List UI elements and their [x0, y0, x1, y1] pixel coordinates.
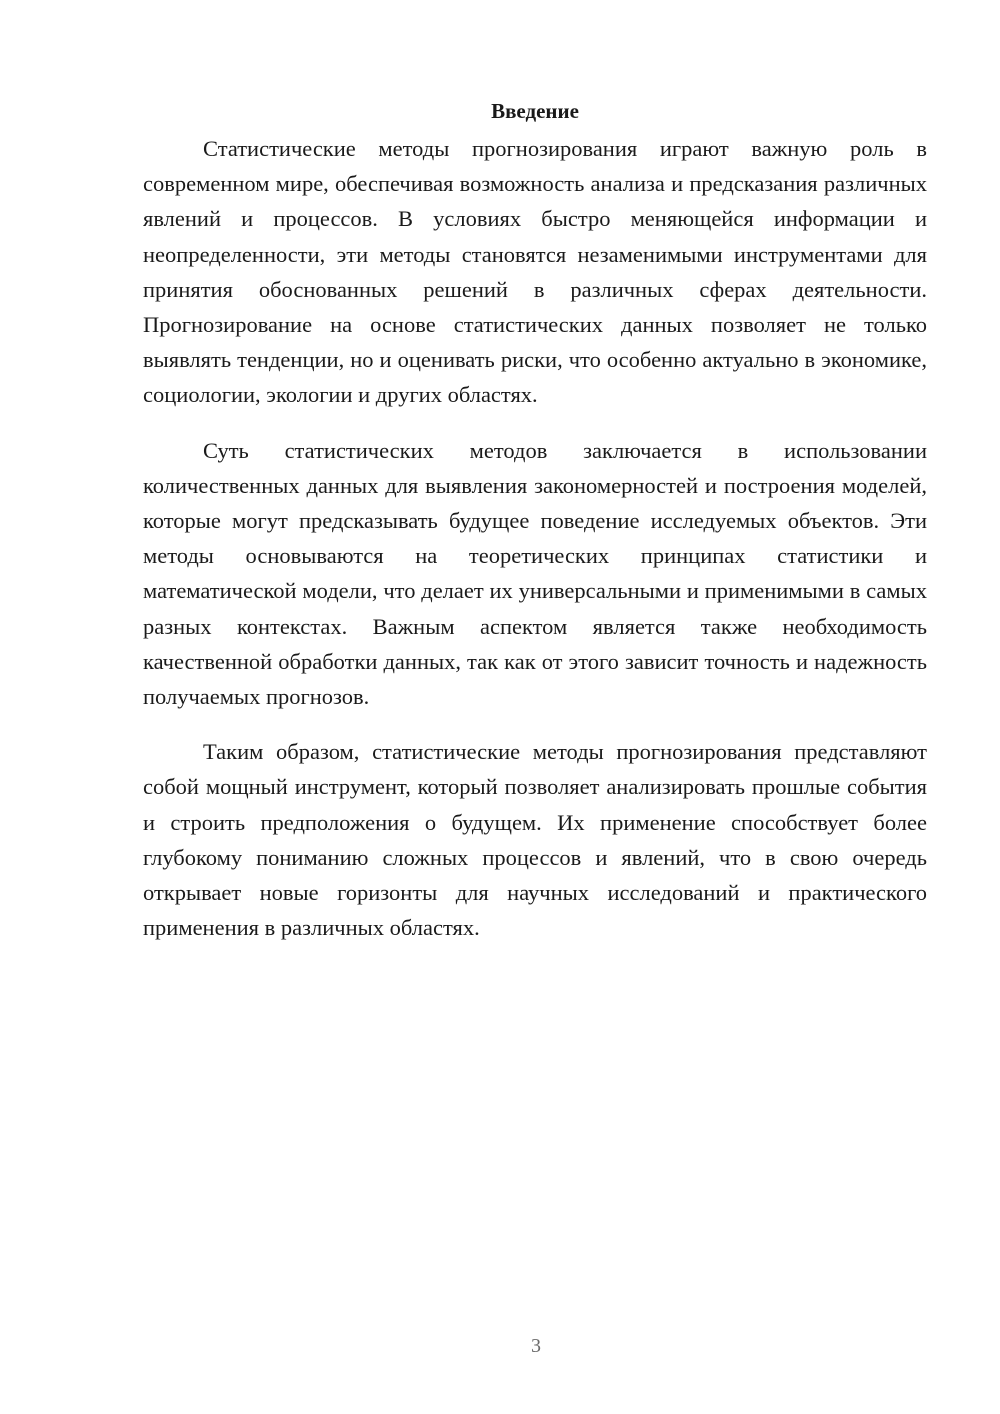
section-title: Введение — [491, 99, 579, 123]
page-number: 3 — [531, 1335, 541, 1357]
page-content — [143, 96, 927, 965]
paragraph-1: Статистические методы прогнозирования играют важную роль в современном мире, обеспечивая возможность анализа и предсказания различных явлений и процессов. В условиях быстро меняющейся информации и неопределенности, эти методы становятся незаменимыми инструментами для принятия обоснованных решений в различных сферах деятельности. Прогнозирование на основе статистических данных позволяет не только выявлять тенденции, но и оценивать риски, что особенно актуально в экономике, социологии, экологии и других областях. — [143, 136, 927, 408]
paragraph-2: Суть статистических методов заключается в использовании количественных данных для выявления закономерностей и построения моделей, которые могут предсказывать будущее поведение исследуемых объектов. Эти методы основываются на теоретических принципах статистики и математической модели, что делает их универсальными и применимыми в самых разных контекстах. Важным аспектом является также необходимость качественной обработки данных, так как от этого зависит точность и надежность получаемых прогнозов. — [143, 437, 927, 710]
paragraph-3: Таким образом, статистические методы прогнозирования представляют собой мощный инструмент, который позволяет анализировать прошлые события и строить предположения о будущем. Их применение способствует более глубокому пониманию сложных процессов и явлений, что в свою очередь открывает новые горизонты для научных исследований и практического применения в различных областях. — [143, 739, 927, 941]
